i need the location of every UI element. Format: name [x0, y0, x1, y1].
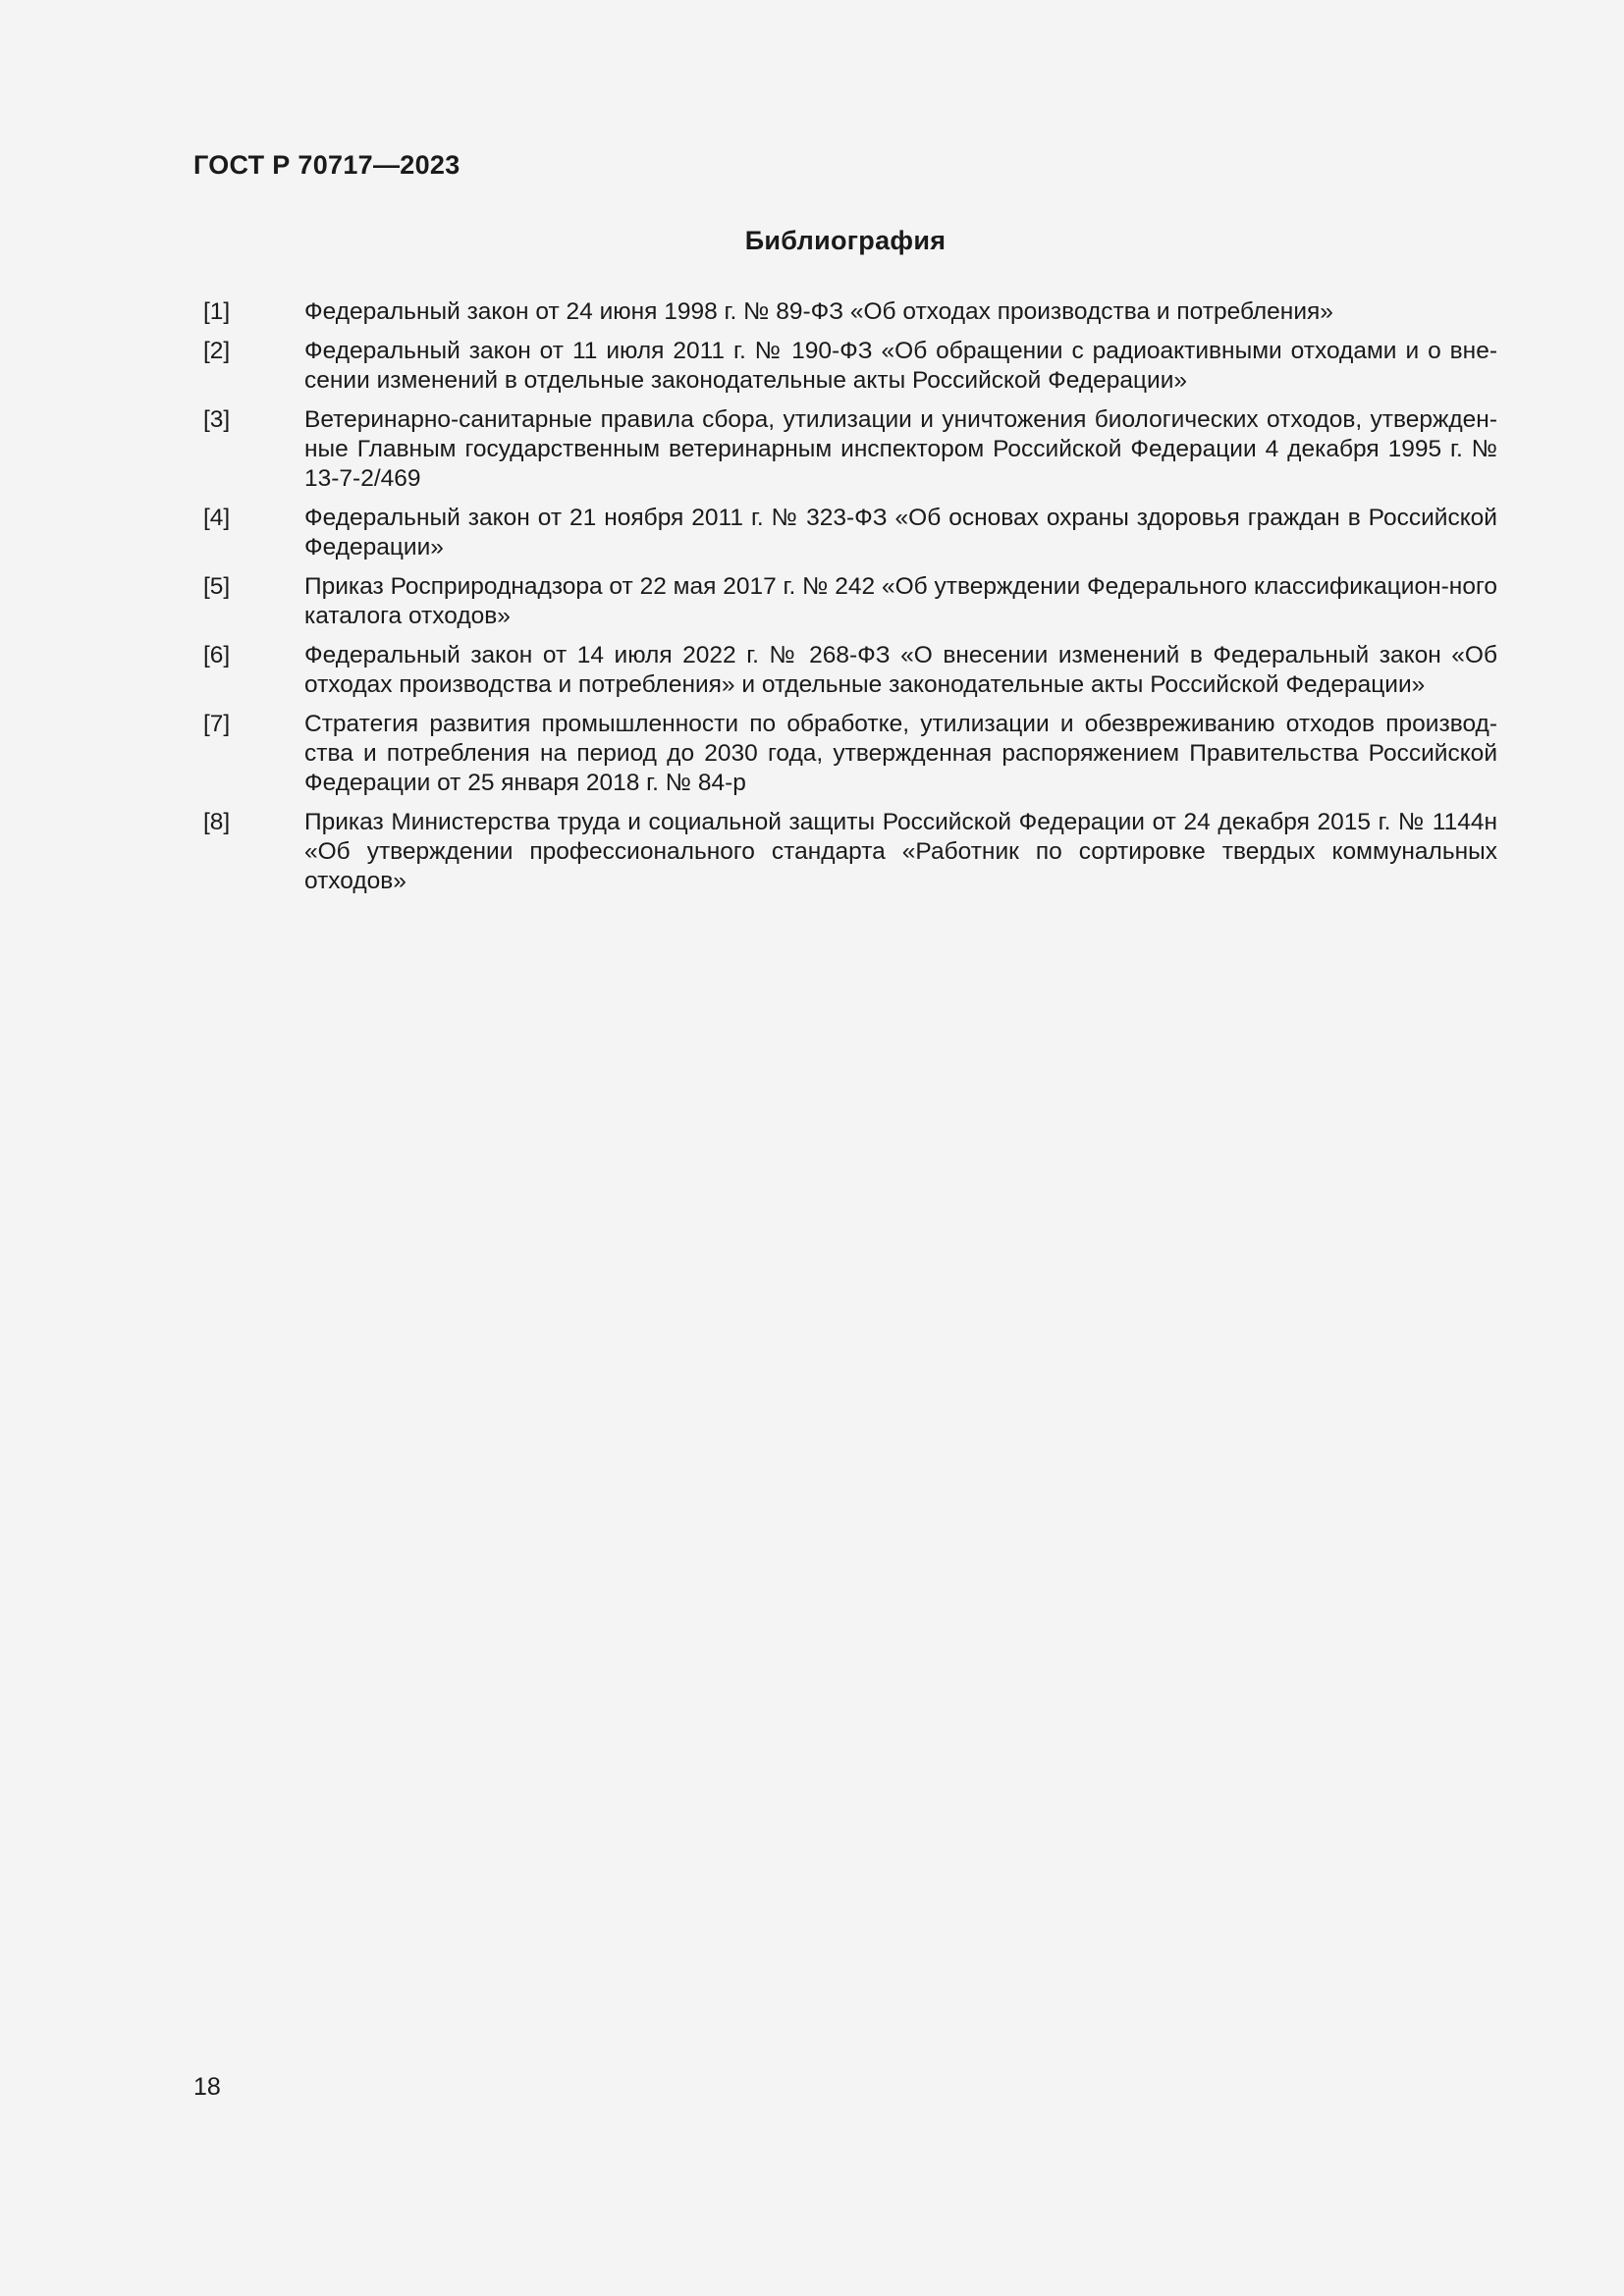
entry-number: [1] [203, 298, 231, 325]
bibliography-entry [193, 710, 1497, 798]
bibliography-entry [193, 641, 1497, 700]
entry-text: Ветеринарно-санитарные правила сбора, утилизации и уничтожения биологических отходов, утвержден-ные Главным государственным ветеринарным инспектором Российской Федерации 4 декабря 1995 г. № 13-7-2/469 [304, 406, 1497, 492]
entry-text: Приказ Росприроднадзора от 22 мая 2017 г. № 242 «Об утверждении Федерального классификацион-ного каталога отходов» [304, 573, 1497, 629]
document-code-header: ГОСТ Р 70717—2023 [193, 150, 460, 180]
bibliography-entry [193, 297, 1497, 327]
entry-number: [4] [203, 505, 231, 531]
entry-number: [5] [203, 573, 231, 600]
bibliography-entry [193, 808, 1497, 896]
entry-text: Приказ Министерства труда и социальной защиты Российской Федерации от 24 декабря 2015 г. № 1144н «Об утверждении профессионального стандарта «Работник по сортировке твердых коммунальных отходов» [304, 809, 1497, 894]
bibliography-entry [193, 504, 1497, 562]
entry-text: Федеральный закон от 21 ноября 2011 г. № 323-ФЗ «Об основах охраны здоровья граждан в Российской Федерации» [304, 505, 1497, 561]
entry-text: Федеральный закон от 14 июля 2022 г. № 268-ФЗ «О внесении изменений в Федеральный закон «Об отходах производства и потребления» и отдельные законодательные акты Российской Федерации» [304, 642, 1497, 698]
bibliography-entry [193, 572, 1497, 631]
entry-number: [7] [203, 711, 231, 737]
bibliography-entry [193, 405, 1497, 494]
entry-text: Федеральный закон от 11 июля 2011 г. № 190-ФЗ «Об обращении с радиоактивными отходами и о вне-сении изменений в отдельные законодательные акты Российской Федерации» [304, 338, 1497, 394]
entry-text: Стратегия развития промышленности по обработке, утилизации и обезвреживанию отходов производ-ства и потребления на период до 2030 года, утвержденная распоряжением Правительства Российской Федерации от 25 января 2018 г. № 84-р [304, 711, 1497, 796]
entry-text: Федеральный закон от 24 июня 1998 г. № 89-ФЗ «Об отходах производства и потребления» [304, 298, 1333, 325]
bibliography-entry [193, 337, 1497, 396]
entry-number: [8] [203, 809, 231, 835]
entry-number: [2] [203, 338, 231, 364]
section-title: Библиография [744, 226, 947, 255]
entry-number: [3] [203, 406, 231, 433]
bibliography-list [193, 297, 1497, 906]
entry-number: [6] [203, 642, 231, 668]
page-number: 18 [193, 2073, 221, 2101]
